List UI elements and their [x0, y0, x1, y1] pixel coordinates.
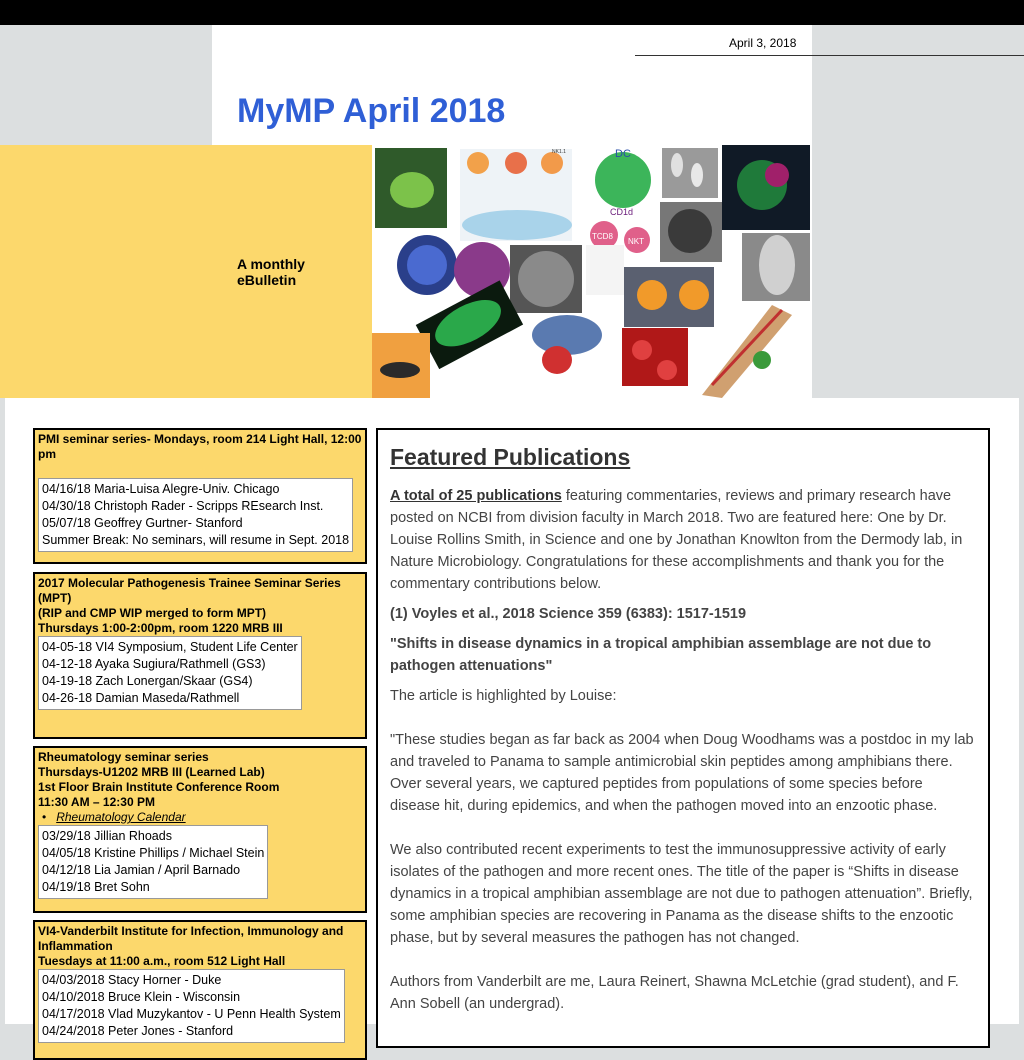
highlight-intro: The article is highlighted by Louise:: [390, 688, 617, 704]
intro-paragraph: [390, 485, 976, 595]
list-item: 04/10/2018 Bruce Klein - Wisconsin: [42, 990, 241, 1004]
nkt-label: NKT: [628, 237, 644, 246]
rheumatology-calendar-link[interactable]: • Rheumatology Calendar: [38, 810, 362, 825]
top-black-bar: [0, 0, 1024, 25]
vi4-heading-1: VI4-Vanderbilt Institute for Infection, Immunology and Inflammation: [38, 924, 344, 953]
tagline: [237, 256, 305, 288]
body-paragraph-1: "These studies began as far back as 2004 when Doug Woodhams was a postdoc in my lab and traveled to Panama to sample antimicrobial skin peptides among amphibians there. Over several years, we captured peptides from populations of some species before disease hit, during epidemics, and when the pathogen moved into an enzootic phase.: [390, 732, 974, 814]
date-divider: [635, 55, 1024, 56]
list-item: 04/05/18 Kristine Phillips / Michael Stein: [42, 846, 265, 860]
rheum-heading-4: 11:30 AM – 12:30 PM: [38, 795, 155, 809]
list-item: 04/19/18 Bret Sohn: [42, 880, 150, 894]
list-item: 04-19-18 Zach Lonergan/Skaar (GS4): [42, 674, 253, 688]
list-item: 05/07/18 Geoffrey Gurtner- Stanford: [42, 516, 243, 530]
list-item: 04/24/2018 Peter Jones - Stanford: [42, 1024, 234, 1038]
list-item: 04/16/18 Maria-Luisa Alegre-Univ. Chicago: [42, 482, 280, 496]
issue-date: April 3, 2018: [729, 36, 797, 50]
mpt-heading-3: Thursdays 1:00-2:00pm, room 1220 MRB III: [38, 621, 283, 635]
science-collage-image: [372, 145, 812, 398]
list-item: 03/29/18 Jillian Rhoads: [42, 829, 172, 843]
publications-count-link[interactable]: A total of 25 publications: [390, 488, 562, 504]
rheum-heading-1: Rheumatology seminar series: [38, 750, 209, 764]
pmi-seminar-box: [33, 428, 367, 564]
body-paragraph-3: Authors from Vanderbilt are me, Laura Reinert, Shawna McLetchie (grad student), and F. Ann Sobell (an undergrad).: [390, 974, 959, 1012]
featured-publications-heading: Featured Publications: [390, 444, 631, 470]
citation: (1) Voyles et al., 2018 Science 359 (6383): 1517-1519: [390, 606, 747, 622]
pmi-heading: PMI seminar series- Mondays, room 214 Light Hall, 12:00 pm: [38, 432, 362, 461]
mpt-heading-1: 2017 Molecular Pathogenesis Trainee Seminar Series (MPT): [38, 576, 341, 605]
nk-label: NK1.1: [552, 149, 566, 155]
intro-text: featuring commentaries, reviews and primary research have posted on NCBI from division faculty in March 2018. Two are featured here: One by Dr. Louise Rollins Smith, in Science and one by Jonathan Knowlton from the Dermody lab, in Nature Microbiology. Congratulations for these accomplishments and thank you for the commentary contributions below.: [390, 488, 963, 592]
list-item: 04-05-18 VI4 Symposium, Student Life Center: [42, 640, 298, 654]
mpt-heading-2: (RIP and CMP WIP merged to form MPT): [38, 606, 267, 620]
list-item: 04-26-18 Damian Maseda/Rathmell: [42, 691, 240, 705]
rheum-schedule-list: [38, 825, 268, 899]
dc-label: DC: [615, 148, 631, 160]
rheum-heading-2: Thursdays-U1202 MRB III (Learned Lab): [38, 765, 265, 779]
list-item: 04-12-18 Ayaka Sugiura/Rathmell (GS3): [42, 657, 266, 671]
rheumatology-seminar-box: [33, 746, 367, 913]
mpt-schedule-list: [38, 636, 302, 710]
mpt-seminar-box: [33, 572, 367, 739]
tagline-line-2: eBulletin: [237, 272, 297, 288]
vi4-schedule-list: [38, 969, 345, 1043]
list-item: 04/30/18 Christoph Rader - Scripps REsearch Inst.: [42, 499, 324, 513]
cd1d-label: CD1d: [610, 207, 634, 217]
vi4-heading-2: Tuesdays at 11:00 a.m., room 512 Light Hall: [38, 954, 286, 968]
featured-publications-panel: [376, 428, 990, 1048]
pmi-schedule-list: [38, 478, 353, 552]
rheum-heading-3: 1st Floor Brain Institute Conference Room: [38, 780, 280, 794]
paper-title: "Shifts in disease dynamics in a tropical amphibian assemblage are not due to pathogen attenuations": [390, 636, 932, 674]
vi4-seminar-box: [33, 920, 367, 1060]
bulletin-title: MyMP April 2018: [237, 92, 506, 130]
tagline-line-1: A monthly: [237, 256, 305, 272]
body-paragraph-2: We also contributed recent experiments to test the immunosuppressive activity of early isolates of the pathogen and more recent ones. The title of the paper is “Shifts in disease dynamics in a tropical amphibian assemblage are not due to pathogen attenuation”. Briefly, some amphibian species are recovering in Panama as the disease shifts to the enzootic phase, but by several measures the pathogen has not changed.: [390, 842, 973, 946]
header-yellow-band: [0, 145, 372, 398]
list-item: 04/12/18 Lia Jamian / April Barnado: [42, 863, 241, 877]
list-item: 04/17/2018 Vlad Muzykantov - U Penn Health System: [42, 1007, 341, 1021]
list-item: Summer Break: No seminars, will resume in Sept. 2018: [42, 533, 350, 547]
tcd8-label: TCD8: [592, 232, 613, 241]
list-item: 04/03/2018 Stacy Horner - Duke: [42, 973, 222, 987]
